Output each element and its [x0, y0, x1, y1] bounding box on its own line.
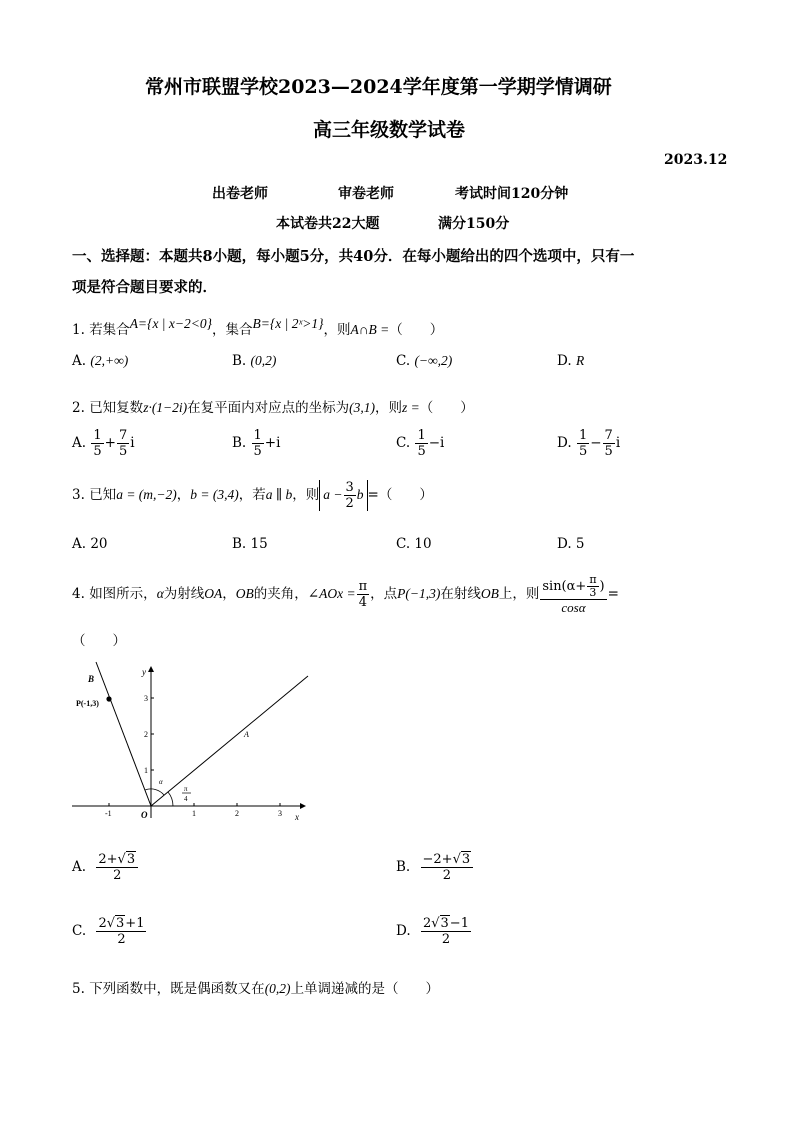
q1-text-a: 若集合: [89, 322, 130, 338]
q4-option-b: B. $\frac{-2+√3}{2}$: [396, 852, 474, 883]
label-pi: π: [184, 785, 188, 793]
q3-text-b: ，若: [238, 487, 266, 503]
q1-option-a: A. (2,+∞): [72, 353, 129, 369]
q3-condition: a ∥ b: [265, 487, 293, 502]
q2-option-d: D. $\frac{1}{5}$ − $\frac{7}{5}$ i: [557, 428, 621, 459]
ray-oa: [151, 676, 308, 806]
y-tick-2: 2: [144, 730, 148, 739]
question-4-stem: 4. 如图所示，α为射线OA，OB的夹角，∠AOx = $\frac{\pi}{4}$ ，点P(−1,3)在射线OB上，则 sin(α+ $\frac{\pi}{3}$ ) cosα =: [72, 573, 619, 615]
question-2-stem: [72, 396, 474, 416]
info-count: 本试卷共22大题: [276, 216, 380, 232]
q3-option-c: C. 10: [396, 536, 432, 552]
q2-option-b: B. $\frac{1}{5}$ +i: [232, 428, 281, 459]
info-score: 满分150分: [438, 216, 510, 232]
q2-option-c: C. $\frac{1}{5}$ −i: [396, 428, 445, 459]
q4-figure: [68, 658, 318, 828]
point-p: [106, 696, 111, 701]
q2-text-a: 已知复数: [89, 400, 144, 416]
question-1-stem: [72, 318, 443, 338]
q3-tail: =（ ）: [367, 487, 433, 503]
label-b: B: [88, 674, 95, 684]
pi-over-4-arc: [168, 792, 173, 806]
q1-option-c: C. (−∞,2): [396, 353, 453, 369]
question-3-stem: 3. 已知a = (m,−2)，b = (3,4)，若a ∥ b，则 a − $\frac{3}{2}$ b =（ ）: [72, 480, 433, 511]
q4-option-c: C. $\frac{2√3+1}{2}$: [72, 916, 145, 947]
label-y: y: [142, 667, 146, 677]
question-5-stem: 5. 下列函数中，既是偶函数又在(0,2)上单调递减的是（ ）: [72, 981, 440, 997]
info-time: 考试时间120分钟: [455, 186, 569, 202]
label-p: P(-1,3): [76, 699, 99, 708]
q1-number: 1.: [72, 322, 85, 338]
q5-number: 5.: [72, 981, 85, 997]
q3-vec-a: a = (m,−2): [116, 487, 177, 502]
label-a: A: [244, 730, 249, 739]
label-x: x: [295, 812, 299, 822]
alpha-arc: [145, 789, 164, 795]
info-reviewer: 审卷老师: [338, 186, 394, 202]
label-alpha: α: [159, 778, 163, 786]
q3-option-b: B. 15: [232, 536, 268, 552]
section-heading-line2: 项是符合题目要求的．: [72, 279, 217, 296]
x-tick-2: 2: [235, 809, 239, 818]
q5-interval: (0,2): [264, 981, 291, 996]
q1-expr: A∩B =: [350, 322, 390, 337]
q4-paren: （ ）: [72, 633, 126, 649]
q2-text-c: ，则: [375, 400, 403, 416]
q4-option-d: D. $\frac{2√3-1}{2}$: [396, 916, 469, 947]
q3-text-c: ，则: [292, 487, 320, 503]
x-tick-3: 3: [278, 809, 282, 818]
ray-ob: [96, 662, 151, 806]
q4-target-fraction: sin(α+ $\frac{\pi}{3}$ ) cosα: [542, 573, 605, 615]
q3-text-a: 已知: [89, 487, 117, 503]
q3-vec-b: b = (3,4): [190, 487, 239, 502]
q1-option-b: B. (0,2): [232, 353, 277, 369]
q1-set-b: B={x | 2ˣ>1}: [252, 316, 324, 331]
q1-option-d: D. R: [557, 353, 585, 369]
label-4: 4: [184, 795, 188, 803]
section-heading-line1: 一、选择题：本题共8小题，每小题5分，共40分．在每小题给出的四个选项中，只有一: [72, 248, 635, 265]
q2-option-a: A. $\frac{1}{5}$ + $\frac{7}{5}$ i: [72, 428, 135, 459]
x-tick-1: 1: [192, 809, 196, 818]
q4-option-a: A. $\frac{2+√3}{2}$: [72, 852, 139, 883]
x-tick-neg1: -1: [105, 809, 112, 818]
q2-text-b: 在复平面内对应点的坐标为: [187, 400, 350, 416]
q2-number: 2.: [72, 400, 85, 416]
x-axis-arrow-icon: [300, 803, 306, 809]
q2-expr-b: (3,1): [349, 400, 376, 415]
q2-expr-a: z·(1−2i): [143, 400, 188, 415]
q3-option-a: A. 20: [72, 536, 108, 552]
q3-magnitude: a − $\frac{3}{2}$ b: [319, 480, 367, 511]
exam-subtitle: 高三年级数学试卷: [313, 119, 466, 141]
q1-paren: （ ）: [389, 322, 444, 338]
q4-number: 4.: [72, 586, 85, 602]
y-tick-3: 3: [144, 694, 148, 703]
q3-option-d: D. 5: [557, 536, 585, 552]
label-o: O: [141, 810, 148, 820]
exam-title: 常州市联盟学校2023—2024学年度第一学期学情调研: [145, 76, 612, 98]
q2-paren: （ ）: [419, 400, 474, 416]
q1-set-a: A={x | x−2<0}: [129, 316, 213, 331]
info-setter: 出卷老师: [212, 186, 268, 202]
q1-text-c: ，则: [323, 322, 351, 338]
y-tick-1: 1: [144, 766, 148, 775]
exam-date: 2023.12: [664, 152, 728, 168]
y-axis-arrow-icon: [148, 666, 154, 672]
q3-number: 3.: [72, 487, 85, 503]
q2-expr-c: z =: [402, 400, 420, 415]
q1-text-b: ，集合: [212, 322, 253, 338]
